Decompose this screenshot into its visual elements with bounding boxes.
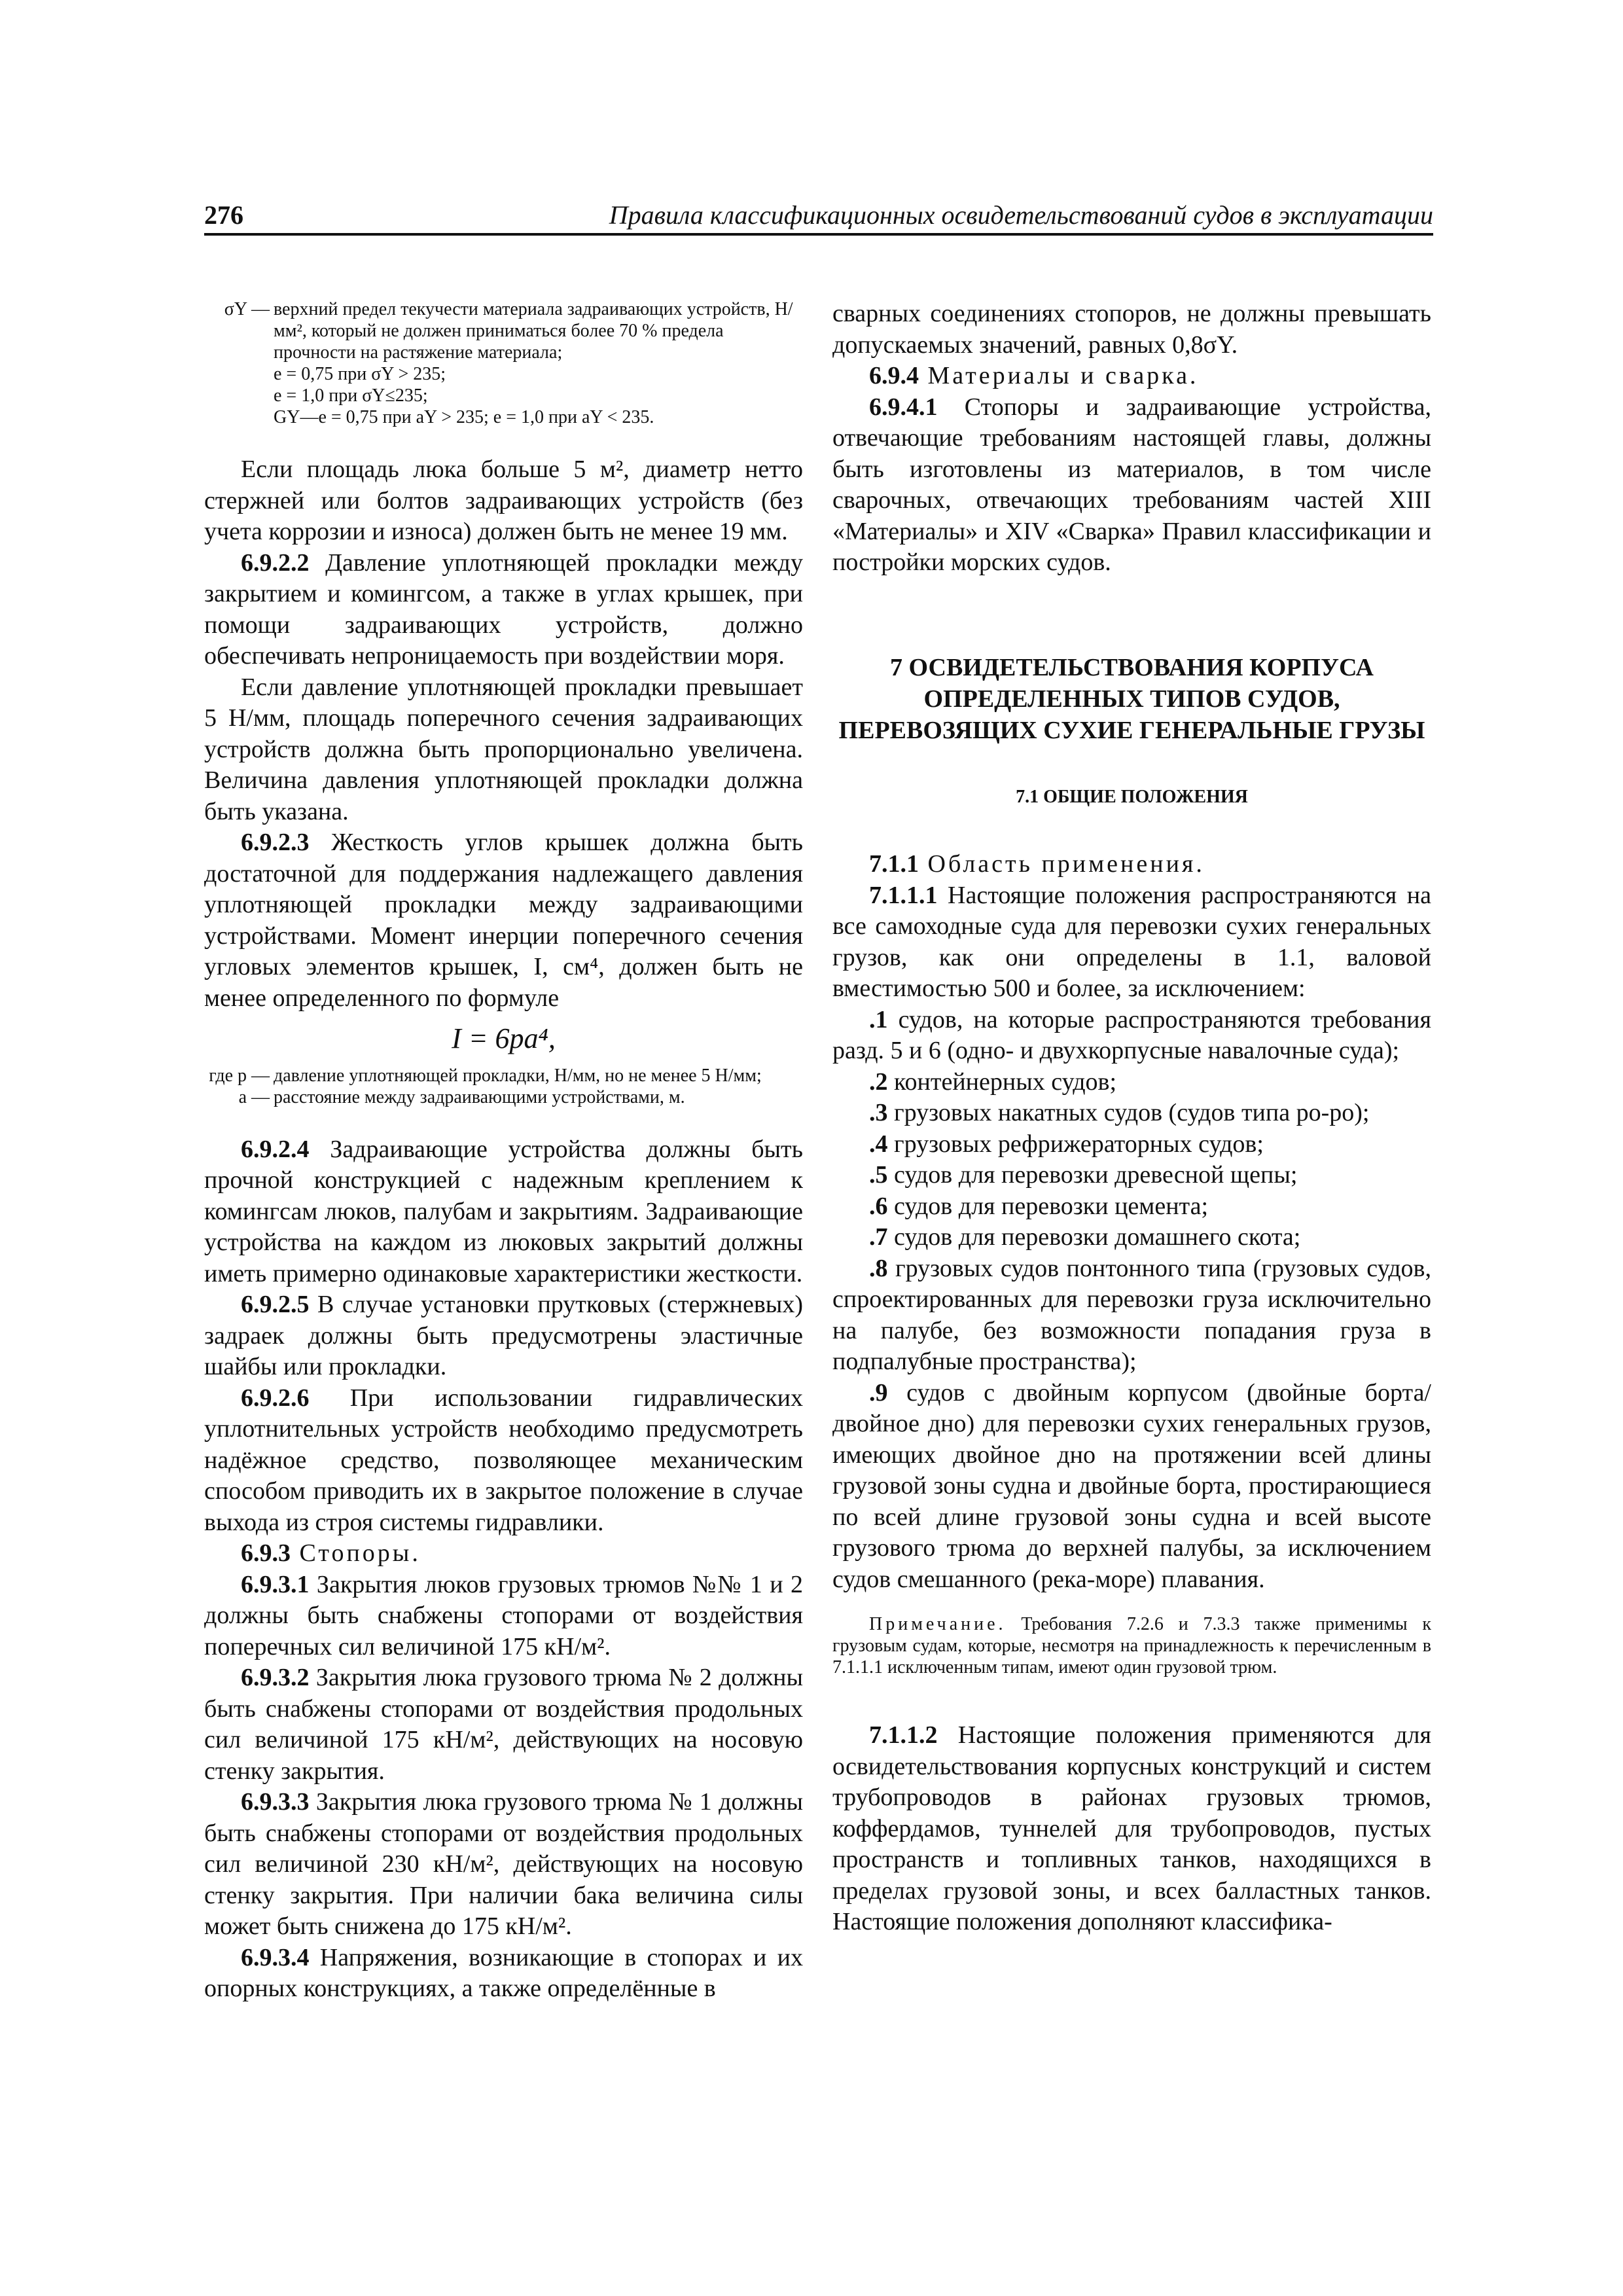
definition-line: e = 0,75 при σY > 235;: [274, 364, 446, 384]
running-title: Правила классификационных освидетельствований судов в эксплуатации: [609, 200, 1433, 230]
definition-line: e = 1,0 при σY≤235;: [274, 386, 428, 406]
section-heading: Материалы и сварка.: [919, 362, 1199, 389]
section-number: 7.1.1.2: [869, 1721, 938, 1749]
section-7-1-1-2: [832, 1720, 1431, 1938]
note: [832, 1613, 1431, 1678]
note-label: Примечание.: [869, 1614, 1007, 1634]
list-item: [832, 1378, 1431, 1596]
section-6-9-2-5: [204, 1289, 803, 1383]
section-6-9-4-1: [832, 392, 1431, 579]
list-item: [832, 1005, 1431, 1067]
section-number: 6.9.3.3: [241, 1788, 310, 1816]
section-number: 6.9.4.1: [869, 393, 938, 421]
section-number: 6.9.2.2: [241, 548, 310, 577]
item-number: .5: [869, 1161, 888, 1189]
section-6-9-2-3: [204, 827, 803, 1014]
definition-text: верхний предел текучести материала задраивающих устройств, Н/мм², который не должен приниматься более 70 % предела прочности на растяжение материала;: [274, 299, 793, 363]
definition-text: давление уплотняющей прокладки, Н/мм, но не менее 5 Н/мм;: [274, 1065, 762, 1086]
left-column: [204, 298, 803, 2005]
item-text: контейнерных судов;: [887, 1067, 1117, 1096]
section-text: Закрытия люка грузового трюма № 1 должны быть снабжены стопорами от воздействия продольных сил величиной 230 кН/м², действующих на носовую стенку закрытия. При наличии бака величина силы может быть снижена до 175 кН/м².: [204, 1788, 803, 1940]
section-6-9-3-1: [204, 1570, 803, 1663]
page-number: 276: [204, 200, 243, 230]
definition-row: [204, 298, 803, 363]
section-text: Стопоры и задраивающие устройства, отвечающие требованиям настоящей главы, должны быть изготовлены из материалов, в том числе сварочных, отвечающих требованиям частей XIII «Материалы» и XIV «Сварка» Правил классификации и постройки морских судов.: [832, 393, 1431, 576]
definitions-block: [204, 298, 803, 428]
item-text: грузовых накатных судов (судов типа ро-ро);: [887, 1099, 1370, 1126]
definition-row: [204, 1065, 803, 1086]
section-6-9-2-4: [204, 1134, 803, 1290]
section-text: Задраивающие устройства должны быть прочной конструкцией с надежным креплением к комингсам люков, палубам и закрытиям. Задраивающие устройства на каждом из люковых закрытий должны иметь примерно одинаковые характеристики жесткости.: [204, 1135, 803, 1287]
item-number: .4: [869, 1130, 888, 1158]
section-heading: Область применения.: [919, 850, 1205, 878]
item-text: судов для перевозки древесной щепы;: [887, 1161, 1298, 1189]
section-heading: Стопоры.: [291, 1539, 421, 1567]
section-7-1-1: [832, 849, 1431, 880]
list-item: [832, 1067, 1431, 1098]
paragraph-continuation: сварных соединениях стопоров, не должны превышать допускаемых значений, равных 0,8σY.: [832, 300, 1431, 359]
section-number: 7.1.1.1: [869, 881, 938, 909]
formula-definitions: [204, 1065, 803, 1108]
section-number: 6.9.2.4: [241, 1135, 310, 1163]
list-item: [832, 1098, 1431, 1129]
section-text: Жесткость углов крышек должна быть достаточной для поддержания надлежащего давления уплотняющей прокладки между задраивающими устройствами. Момент инерции поперечного сечения угловых элементов крышек, I, см⁴, должен быть не менее определенного по формуле: [204, 829, 803, 1012]
note-text: Требования 7.2.6 и 7.3.3 также применимы к грузовым судам, которые, несмотря на принадлежность к перечисленным в 7.1.1.1 исключенным типам, имеют один грузовой трюм.: [832, 1614, 1431, 1677]
section-number: 6.9.3.4: [241, 1943, 310, 1971]
definition-line: GY—e = 0,75 при aY > 235; e = 1,0 при aY < 235.: [274, 407, 654, 427]
section-number: 6.9.4: [869, 362, 919, 389]
section-6-9-4: [832, 361, 1431, 392]
section-7-1-title: 7.1 ОБЩИЕ ПОЛОЖЕНИЯ: [1016, 786, 1248, 807]
section-text: Закрытия люков грузовых трюмов №№ 1 и 2 должны быть снабжены стопорами от воздействия поперечных сил величиной 175 кН/м².: [204, 1570, 803, 1660]
section-number: 6.9.2.6: [241, 1384, 310, 1412]
section-6-9-2-6: [204, 1383, 803, 1539]
right-column: [832, 298, 1431, 1938]
section-text: Давление уплотняющей прокладки между закрытием и комингсом, а также в углах крышек, при помощи задраивающих устройств, должно обеспечивать непроницаемость при воздействии моря.: [204, 548, 803, 670]
list-item: [832, 1191, 1431, 1223]
section-6-9-3: [204, 1538, 803, 1570]
item-text: судов с двойным корпусом (двойные борта/двойное дно) для перевозки сухих генеральных грузов, имеющих двойное дно на протяжении всей длины грузовой зоны судна и двойные борта, простирающиеся по всей длине грузовой зоны судна и всей высоте грузового трюма до верхней палубы, за исключением судов смешанного (река-море) плавания.: [832, 1378, 1431, 1593]
item-text: судов для перевозки домашнего скота;: [887, 1223, 1301, 1251]
section-6-9-3-4: [204, 1943, 803, 2005]
section-text: Закрытия люка грузового трюма № 2 должны быть снабжены стопорами от воздействия продольных сил величиной 175 кН/м², действующих на носовую стенку закрытия.: [204, 1664, 803, 1785]
section-text: Напряжения, возникающие в стопорах и их опорных конструкциях, а также определённые в: [204, 1943, 803, 2002]
section-7-1-1-1: [832, 880, 1431, 1005]
list-item: [832, 1129, 1431, 1160]
section-text: В случае установки прутковых (стержневых) задраек должны быть предусмотрены эластичные шайбы или прокладки.: [204, 1291, 803, 1380]
section-6-9-3-2: [204, 1662, 803, 1787]
chapter-7-title: 7 ОСВИДЕТЕЛЬСТВОВАНИЯ КОРПУСА ОПРЕДЕЛЕННЫХ ТИПОВ СУДОВ, ПЕРЕВОЗЯЩИХ СУХИЕ ГЕНЕРАЛЬНЫЕ ГРУЗЫ: [838, 653, 1425, 744]
section-number: 6.9.3.2: [241, 1664, 310, 1691]
section-number: 6.9.3: [241, 1539, 291, 1567]
paragraph-area: Если площадь люка больше 5 м², диаметр нетто стержней или болтов задраивающих устройств (без учета коррозии и износа) должен быть не менее 19 мм.: [204, 456, 803, 545]
list-item: [832, 1222, 1431, 1253]
definition-symbol: σY —: [224, 299, 270, 319]
section-number: 7.1.1: [869, 850, 919, 878]
section-number: 6.9.3.1: [241, 1570, 310, 1598]
formula: I = 6pa⁴,: [452, 1022, 556, 1054]
item-number: .9: [869, 1378, 888, 1407]
item-text: грузовых судов понтонного типа (грузовых судов, спроектированных для перевозки груза исключительно на палубе, без возможности попадания груза в подпалубные пространства);: [832, 1254, 1431, 1375]
item-text: судов для перевозки цемента;: [887, 1192, 1209, 1220]
paragraph-pressure: Если давление уплотняющей прокладки превышает 5 Н/мм, площадь поперечного сечения задраивающих устройств должна быть пропорционально увеличена. Величина давления уплотняющей прокладки должна быть указана.: [204, 673, 803, 825]
item-text: судов, на которые распространяются требования разд. 5 и 6 (одно- и двухкорпусные навалочные суда);: [832, 1005, 1431, 1064]
page-header: [204, 195, 1433, 236]
section-text: Настоящие положения распространяются на все самоходные суда для перевозки сухих генеральных грузов, как они определены в 1.1, валовой вместимостью 500 и более, за исключением:: [832, 881, 1431, 1002]
definition-symbol: где p —: [209, 1065, 270, 1086]
section-text: При использовании гидравлических уплотнительных устройств необходимо предусмотреть надёжное средство, позволяющее механическим способом приводить их в закрытое положение в случае выхода из строя системы гидравлики.: [204, 1384, 803, 1536]
item-number: .2: [869, 1067, 888, 1096]
list-item: [832, 1160, 1431, 1191]
item-number: .1: [869, 1005, 888, 1033]
definition-row: [204, 1086, 803, 1108]
section-number: 6.9.2.3: [241, 829, 310, 856]
item-number: .7: [869, 1223, 888, 1251]
definition-text: расстояние между задраивающими устройствами, м.: [274, 1086, 685, 1107]
item-number: .3: [869, 1099, 888, 1126]
section-number: 6.9.2.5: [241, 1291, 310, 1318]
item-number: .6: [869, 1192, 888, 1220]
section-6-9-3-3: [204, 1787, 803, 1943]
item-number: .8: [869, 1254, 888, 1282]
section-text: Настоящие положения применяются для освидетельствования корпусных конструкций и систем трубопроводов в районах грузовых трюмов, коффердамов, туннелей для трубопроводов, пустых пространств и топливных танков, находящихся в пределах грузовой зоны, и всех балластных танков. Настоящие положения дополняют классифика-: [832, 1721, 1431, 1935]
section-6-9-2-2: [204, 548, 803, 672]
list-item: [832, 1253, 1431, 1378]
item-text: грузовых рефрижераторных судов;: [887, 1130, 1264, 1158]
definition-symbol: a —: [238, 1086, 270, 1107]
